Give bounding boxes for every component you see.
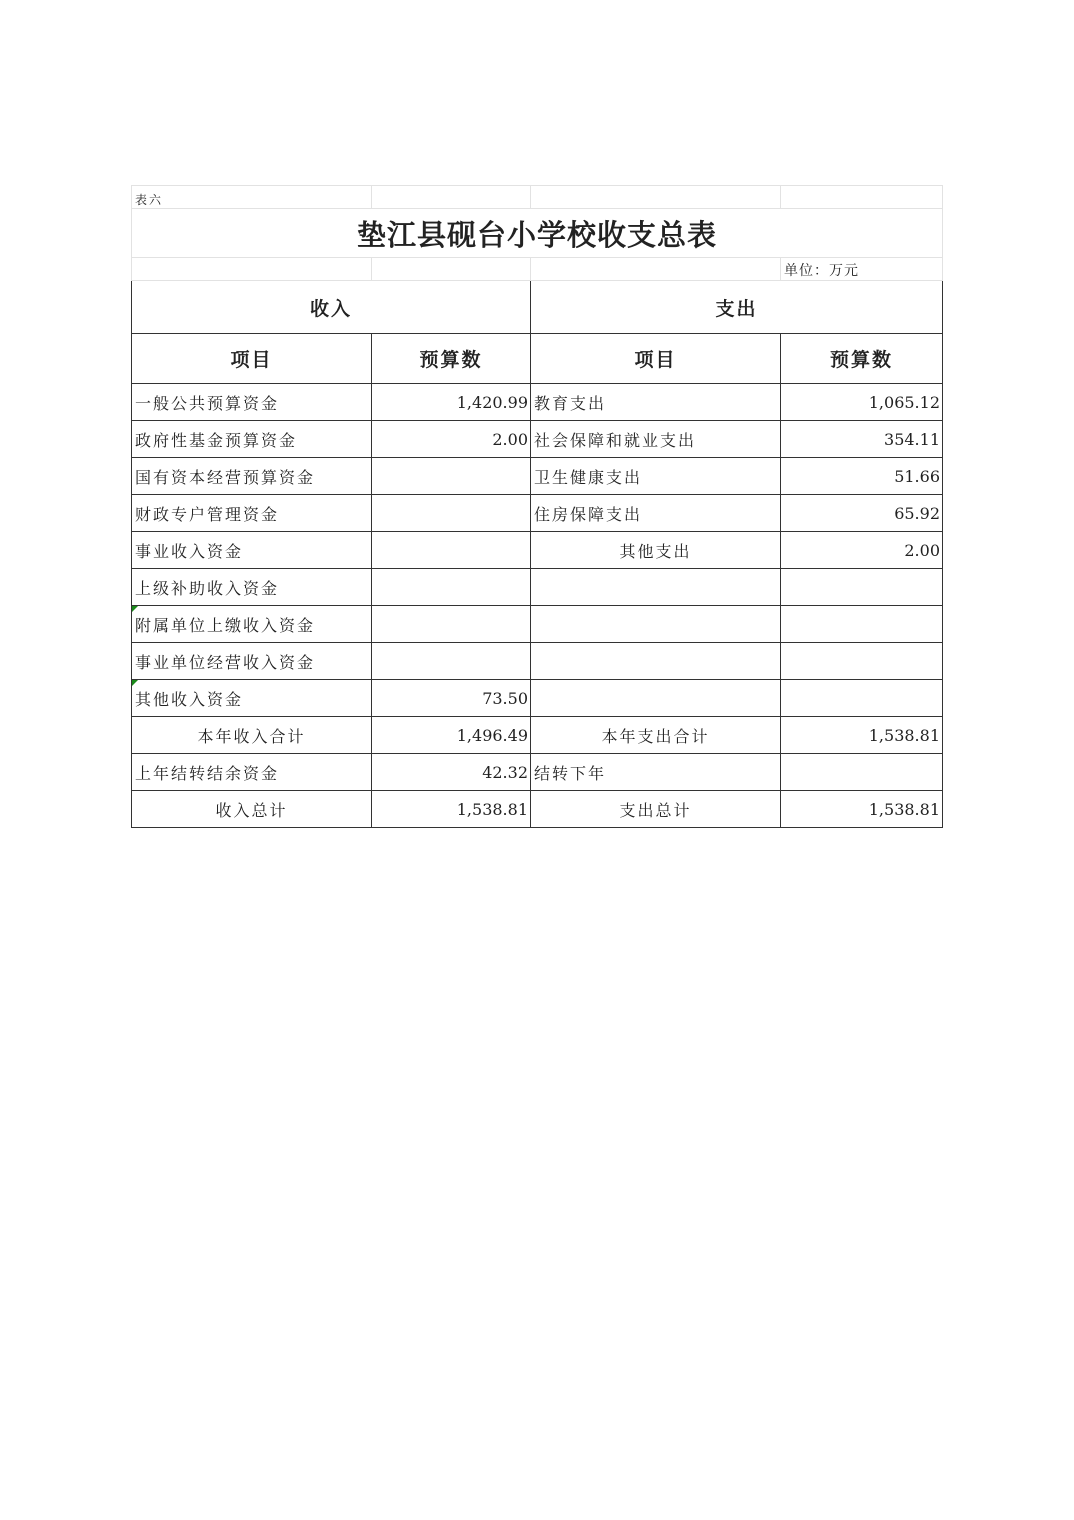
expenditure-item: 教育支出 — [531, 384, 781, 421]
expenditure-budget-header: 预算数 — [781, 334, 943, 384]
income-item: 事业收入资金 — [132, 532, 372, 569]
table-row — [132, 495, 943, 532]
budget-summary-table — [131, 185, 943, 828]
expenditure-item-header: 项目 — [531, 334, 781, 384]
table-row — [132, 384, 943, 421]
table-row — [132, 458, 943, 495]
expenditure-item — [531, 606, 781, 643]
income-amount — [372, 495, 531, 532]
expenditure-total-label: 支出总计 — [531, 791, 781, 828]
section-header-row — [132, 281, 943, 334]
expenditure-amount — [781, 606, 943, 643]
income-amount — [372, 458, 531, 495]
expenditure-item: 住房保障支出 — [531, 495, 781, 532]
table-tag: 表六 — [132, 186, 372, 209]
unit-row — [132, 258, 943, 281]
table-row — [132, 532, 943, 569]
income-amount — [372, 569, 531, 606]
page-title: 垫江县砚台小学校收支总表 — [132, 209, 943, 258]
expenditure-amount: 51.66 — [781, 458, 943, 495]
income-total-amount: 1,538.81 — [372, 791, 531, 828]
income-amount: 2.00 — [372, 421, 531, 458]
income-item: 国有资本经营预算资金 — [132, 458, 372, 495]
expenditure-total-amount: 1,538.81 — [781, 791, 943, 828]
expenditure-amount — [781, 643, 943, 680]
expenditure-item: 卫生健康支出 — [531, 458, 781, 495]
table-row — [132, 643, 943, 680]
income-amount: 73.50 — [372, 680, 531, 717]
expenditure-section-header: 支出 — [531, 281, 943, 334]
income-item: 政府性基金预算资金 — [132, 421, 372, 458]
table-row — [132, 421, 943, 458]
income-item: 附属单位上缴收入资金 — [132, 606, 372, 643]
budget-summary-sheet — [131, 185, 942, 828]
expenditure-item: 其他支出 — [531, 532, 781, 569]
income-amount — [372, 606, 531, 643]
income-section-header: 收入 — [132, 281, 531, 334]
income-item: 上年结转结余资金 — [132, 754, 372, 791]
expenditure-amount: 354.11 — [781, 421, 943, 458]
expenditure-subtotal-label: 本年支出合计 — [531, 717, 781, 754]
title-row — [132, 209, 943, 258]
expenditure-amount — [781, 569, 943, 606]
income-item: 其他收入资金 — [132, 680, 372, 717]
income-budget-header: 预算数 — [372, 334, 531, 384]
expenditure-amount: 2.00 — [781, 532, 943, 569]
income-amount: 1,420.99 — [372, 384, 531, 421]
income-item: 财政专户管理资金 — [132, 495, 372, 532]
income-total-label: 收入总计 — [132, 791, 372, 828]
income-subtotal-label: 本年收入合计 — [132, 717, 372, 754]
income-amount — [372, 643, 531, 680]
column-header-row — [132, 334, 943, 384]
expenditure-amount — [781, 680, 943, 717]
expenditure-subtotal-amount: 1,538.81 — [781, 717, 943, 754]
income-item: 上级补助收入资金 — [132, 569, 372, 606]
expenditure-item — [531, 569, 781, 606]
table-row — [132, 680, 943, 717]
table-row — [132, 569, 943, 606]
expenditure-amount: 65.92 — [781, 495, 943, 532]
expenditure-amount — [781, 754, 943, 791]
expenditure-item — [531, 680, 781, 717]
income-subtotal-amount: 1,496.49 — [372, 717, 531, 754]
table-row — [132, 717, 943, 754]
income-item: 一般公共预算资金 — [132, 384, 372, 421]
expenditure-item — [531, 643, 781, 680]
income-amount — [372, 532, 531, 569]
expenditure-item: 结转下年 — [531, 754, 781, 791]
expenditure-amount: 1,065.12 — [781, 384, 943, 421]
income-amount: 42.32 — [372, 754, 531, 791]
table-tag-row — [132, 186, 943, 209]
unit-label: 单位：万元 — [781, 258, 943, 281]
table-row — [132, 606, 943, 643]
table-row — [132, 791, 943, 828]
table-row — [132, 754, 943, 791]
expenditure-item: 社会保障和就业支出 — [531, 421, 781, 458]
income-item-header: 项目 — [132, 334, 372, 384]
income-item: 事业单位经营收入资金 — [132, 643, 372, 680]
